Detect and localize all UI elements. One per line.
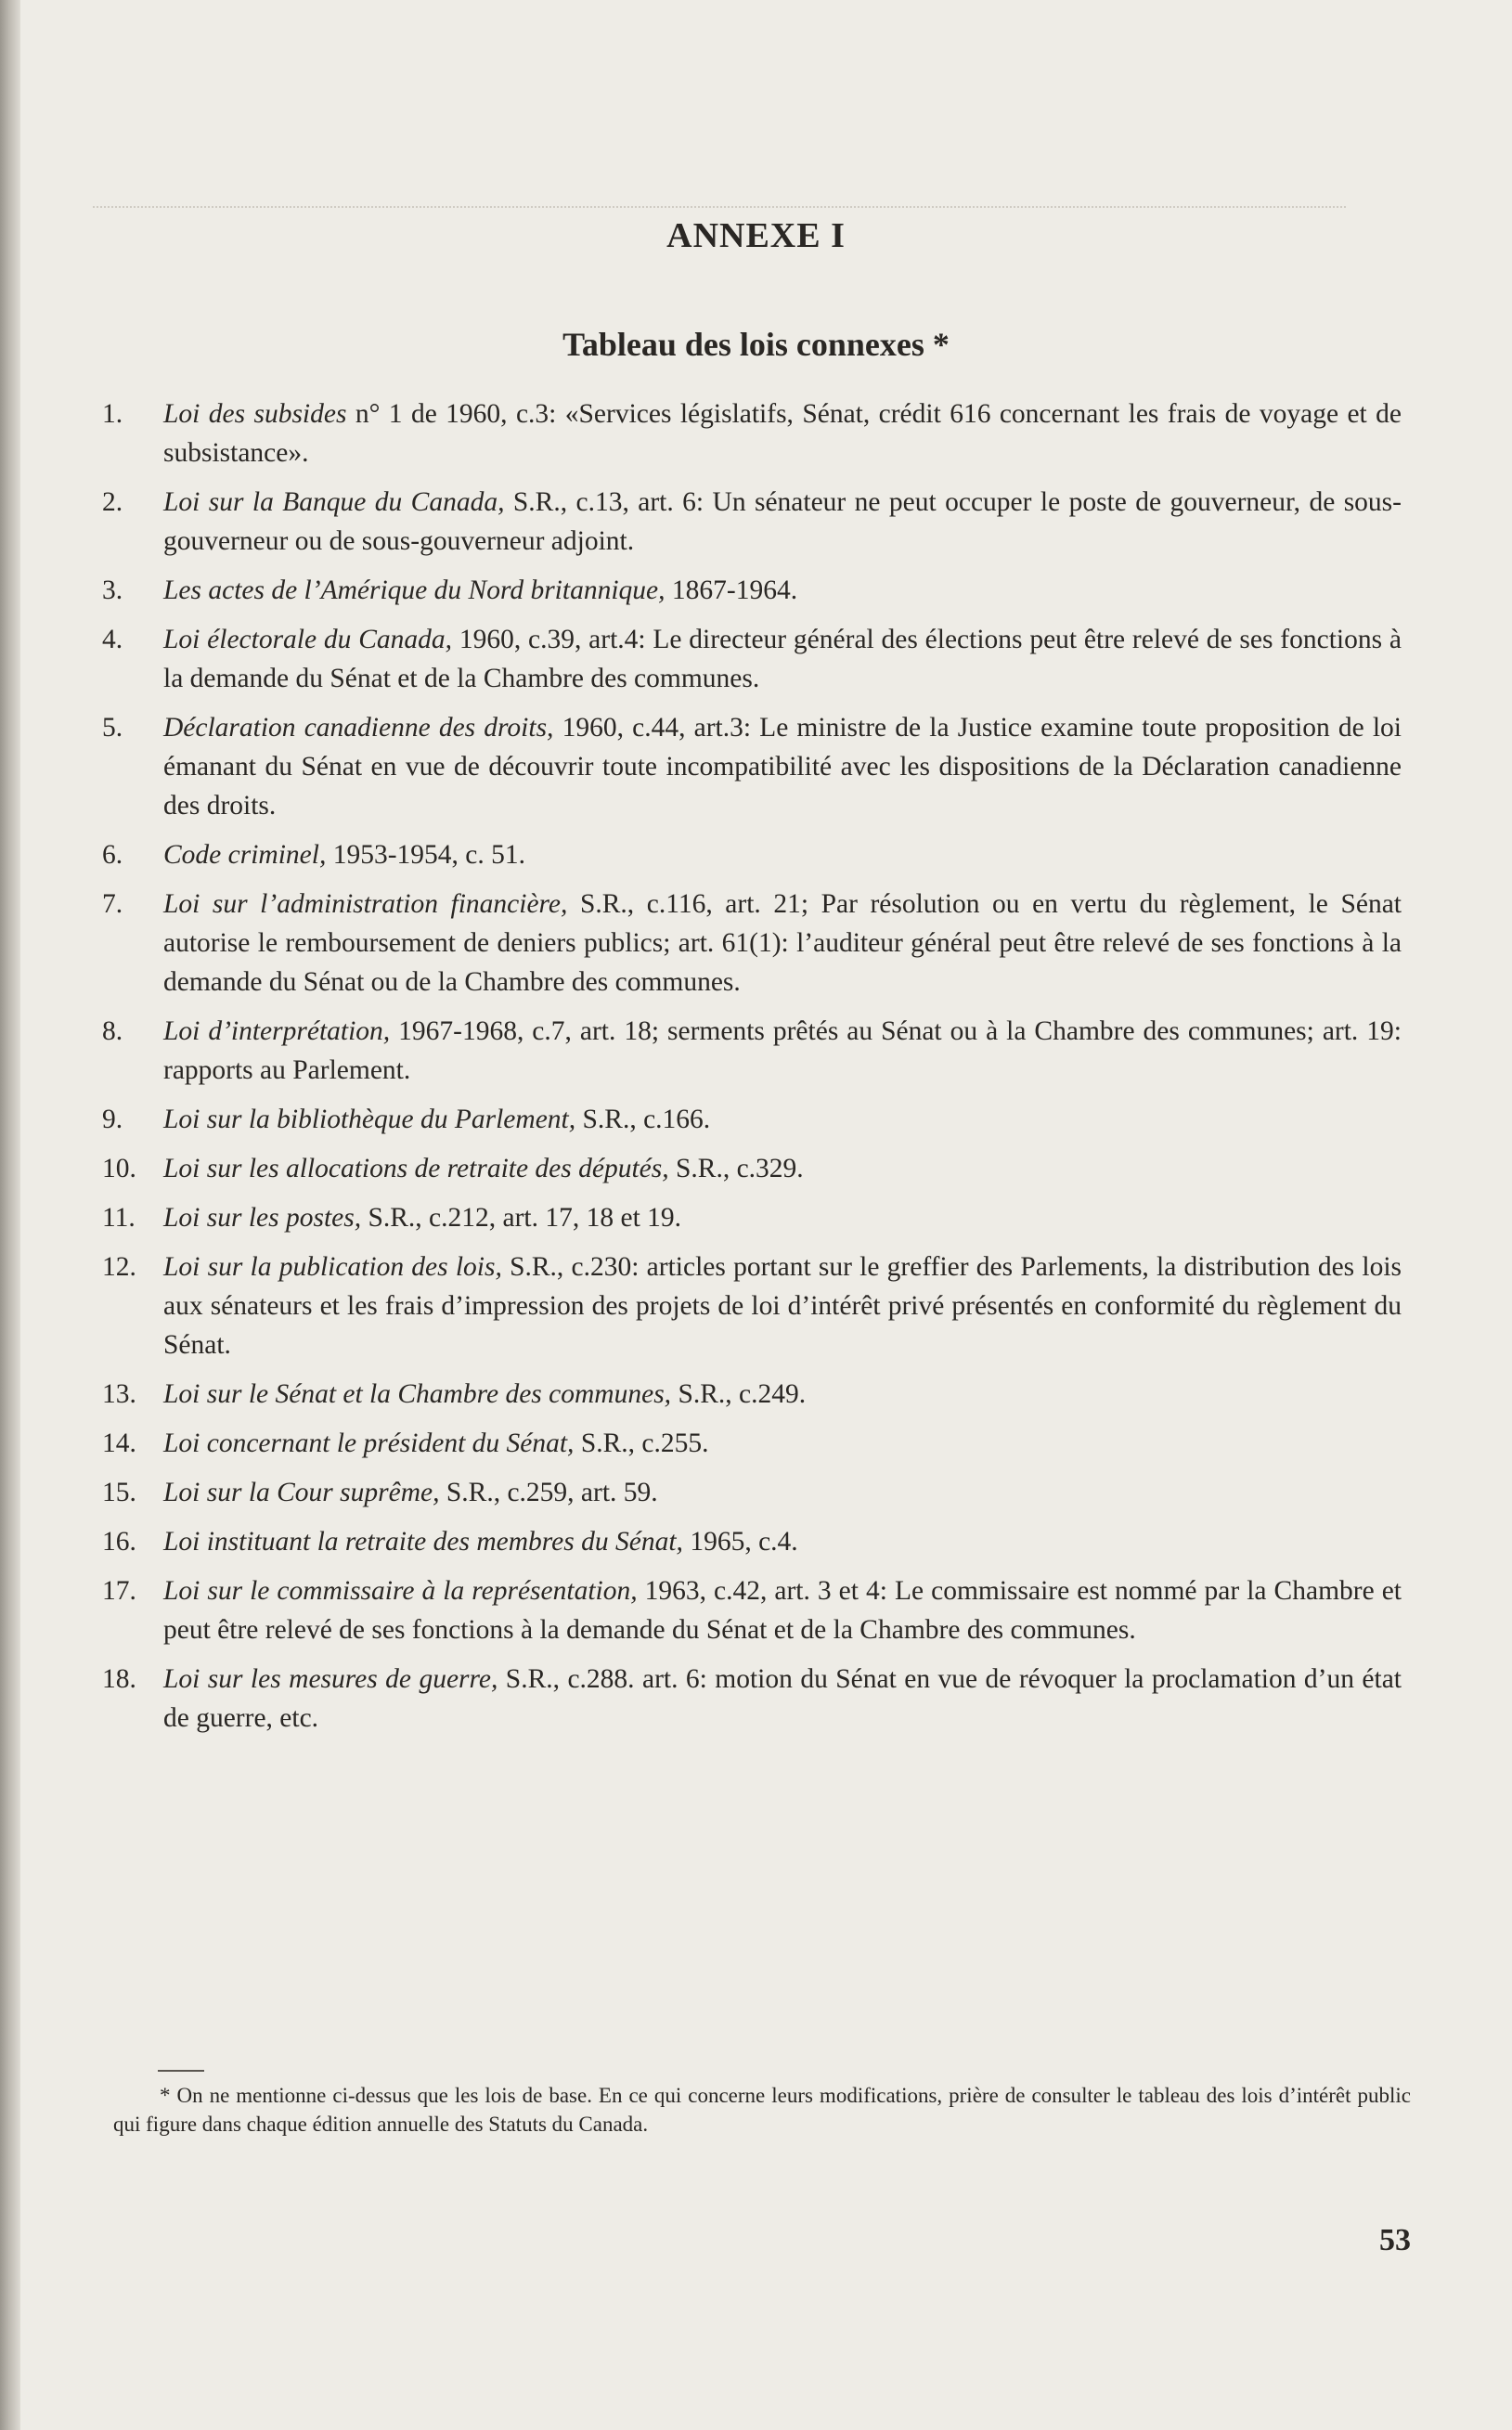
law-title: Loi sur l’administration financière, <box>163 889 568 919</box>
entry-number: 2. <box>102 487 123 517</box>
law-entry <box>102 1424 1402 1463</box>
page-title: ANNEXE I <box>666 216 846 255</box>
law-title: Loi sur les allocations de retraite des députés, <box>163 1154 669 1183</box>
law-details: S.R., c.255. <box>574 1428 709 1458</box>
law-entry <box>102 1375 1402 1414</box>
law-entry <box>102 1247 1402 1364</box>
entry-number: 13. <box>102 1379 136 1409</box>
law-details: 1965, c.4. <box>682 1527 798 1557</box>
law-entry <box>102 1473 1402 1512</box>
law-entry <box>102 1660 1402 1738</box>
law-entry <box>102 483 1402 561</box>
entry-number: 6. <box>102 840 123 870</box>
page-subtitle: Tableau des lois connexes * <box>562 326 950 363</box>
law-entry <box>102 394 1402 472</box>
law-entry <box>102 1198 1402 1237</box>
law-details: 1867-1964. <box>665 575 798 605</box>
law-entry <box>102 1100 1402 1139</box>
law-details: S.R., c.212, art. 17, 18 et 19. <box>361 1203 682 1233</box>
law-details: S.R., c.116, art. 21; Par résolution ou en vertu du règlement, le Sénat autorise le remboursement de deniers publics; art. 61(1): l’auditeur général peut être relevé de ses fonctions à la demande du Sénat ou de la Chambre des communes. <box>163 889 1402 997</box>
law-title: Loi électorale du Canada, <box>163 625 453 654</box>
law-title: Loi sur les mesures de guerre, <box>163 1664 498 1694</box>
entry-number: 16. <box>102 1527 136 1557</box>
header-divider <box>93 206 1346 208</box>
entry-number: 10. <box>102 1154 136 1183</box>
law-title: Loi sur la publication des lois, <box>163 1252 502 1282</box>
law-title: Loi sur le commissaire à la représentation, <box>163 1576 638 1606</box>
entry-number: 7. <box>102 889 123 919</box>
law-details: S.R., c.288. art. 6: motion du Sénat en vue de révoquer la proclamation d’un état de guerre, etc. <box>163 1664 1402 1733</box>
entry-number: 8. <box>102 1016 123 1046</box>
law-entry <box>102 1012 1402 1090</box>
page-binding-edge <box>0 0 20 2430</box>
law-details: S.R., c.166. <box>575 1105 711 1134</box>
footnote-divider <box>158 2070 204 2072</box>
law-details: 1953-1954, c. 51. <box>326 840 526 870</box>
law-title: Les actes de l’Amérique du Nord britannique, <box>163 575 666 605</box>
law-details: S.R., c.230: articles portant sur le greffier des Parlements, la distribution des lois aux sénateurs et les frais d’impression des projets de loi d’intérêt privé présentés en conformité du règlement du Sénat. <box>163 1252 1402 1360</box>
law-title: Loi d’interprétation, <box>163 1016 391 1046</box>
law-entry <box>102 835 1402 874</box>
law-title: Loi concernant le président du Sénat, <box>163 1428 575 1458</box>
law-title: Loi sur la bibliothèque du Parlement, <box>163 1105 576 1134</box>
entry-number: 3. <box>102 575 123 605</box>
entry-number: 14. <box>102 1428 136 1458</box>
law-entry <box>102 1522 1402 1561</box>
law-entry <box>102 885 1402 1002</box>
law-title: Loi instituant la retraite des membres du Sénat, <box>163 1527 683 1557</box>
entry-number: 4. <box>102 625 123 654</box>
entry-number: 5. <box>102 713 123 743</box>
law-title: Déclaration canadienne des droits, <box>163 713 554 743</box>
entry-number: 17. <box>102 1576 136 1606</box>
law-title: Loi sur la Cour suprême, <box>163 1478 440 1507</box>
law-entry <box>102 571 1402 610</box>
entry-number: 15. <box>102 1478 136 1507</box>
law-details: S.R., c.249. <box>671 1379 807 1409</box>
law-details: 1960, c.44, art.3: Le ministre de la Justice examine toute proposition de loi émanant du Sénat en vue de découvrir toute incompatibilité avec les dispositions de la Déclaration canadienne des droits. <box>163 713 1402 821</box>
law-details: 1967-1968, c.7, art. 18; serments prêtés au Sénat ou à la Chambre des communes; art. 19: rapports au Parlement. <box>163 1016 1402 1085</box>
law-title: Loi des subsides <box>163 399 347 429</box>
entry-number: 9. <box>102 1105 123 1134</box>
law-entry <box>102 708 1402 825</box>
footnote: * On ne mentionne ci-dessus que les lois de base. En ce qui concerne leurs modifications, prière de consulter le tableau des lois d’intérêt public qui figure dans chaque édition annuelle des Statuts du Canada. <box>113 2084 1411 2136</box>
law-entry <box>102 620 1402 698</box>
law-title: Loi sur les postes, <box>163 1203 362 1233</box>
law-details: n° 1 de 1960, c.3: «Services législatifs, Sénat, crédit 616 concernant les frais de voyage et de subsistance». <box>163 399 1402 468</box>
law-details: 1960, c.39, art.4: Le directeur général des élections peut être relevé de ses fonctions à la demande du Sénat et de la Chambre des communes. <box>163 625 1402 693</box>
entry-number: 12. <box>102 1252 136 1282</box>
law-details: S.R., c.259, art. 59. <box>439 1478 658 1507</box>
law-title: Loi sur le Sénat et la Chambre des communes, <box>163 1379 672 1409</box>
entry-number: 18. <box>102 1664 136 1694</box>
law-list <box>102 394 1402 1748</box>
law-details: S.R., c.329. <box>668 1154 804 1183</box>
law-entry <box>102 1571 1402 1649</box>
law-details: 1963, c.42, art. 3 et 4: Le commissaire est nommé par la Chambre et peut être relevé de ses fonctions à la demande du Sénat et de la Chambre des communes. <box>163 1576 1402 1645</box>
law-title: Loi sur la Banque du Canada, <box>163 487 505 517</box>
law-entry <box>102 1149 1402 1188</box>
entry-number: 11. <box>102 1203 136 1233</box>
law-title: Code criminel, <box>163 840 327 870</box>
page-number: 53 <box>1379 2223 1411 2257</box>
law-details: S.R., c.13, art. 6: Un sénateur ne peut occuper le poste de gouverneur, de sous-gouverneur ou de sous-gouverneur adjoint. <box>163 487 1402 556</box>
entry-number: 1. <box>102 399 123 429</box>
